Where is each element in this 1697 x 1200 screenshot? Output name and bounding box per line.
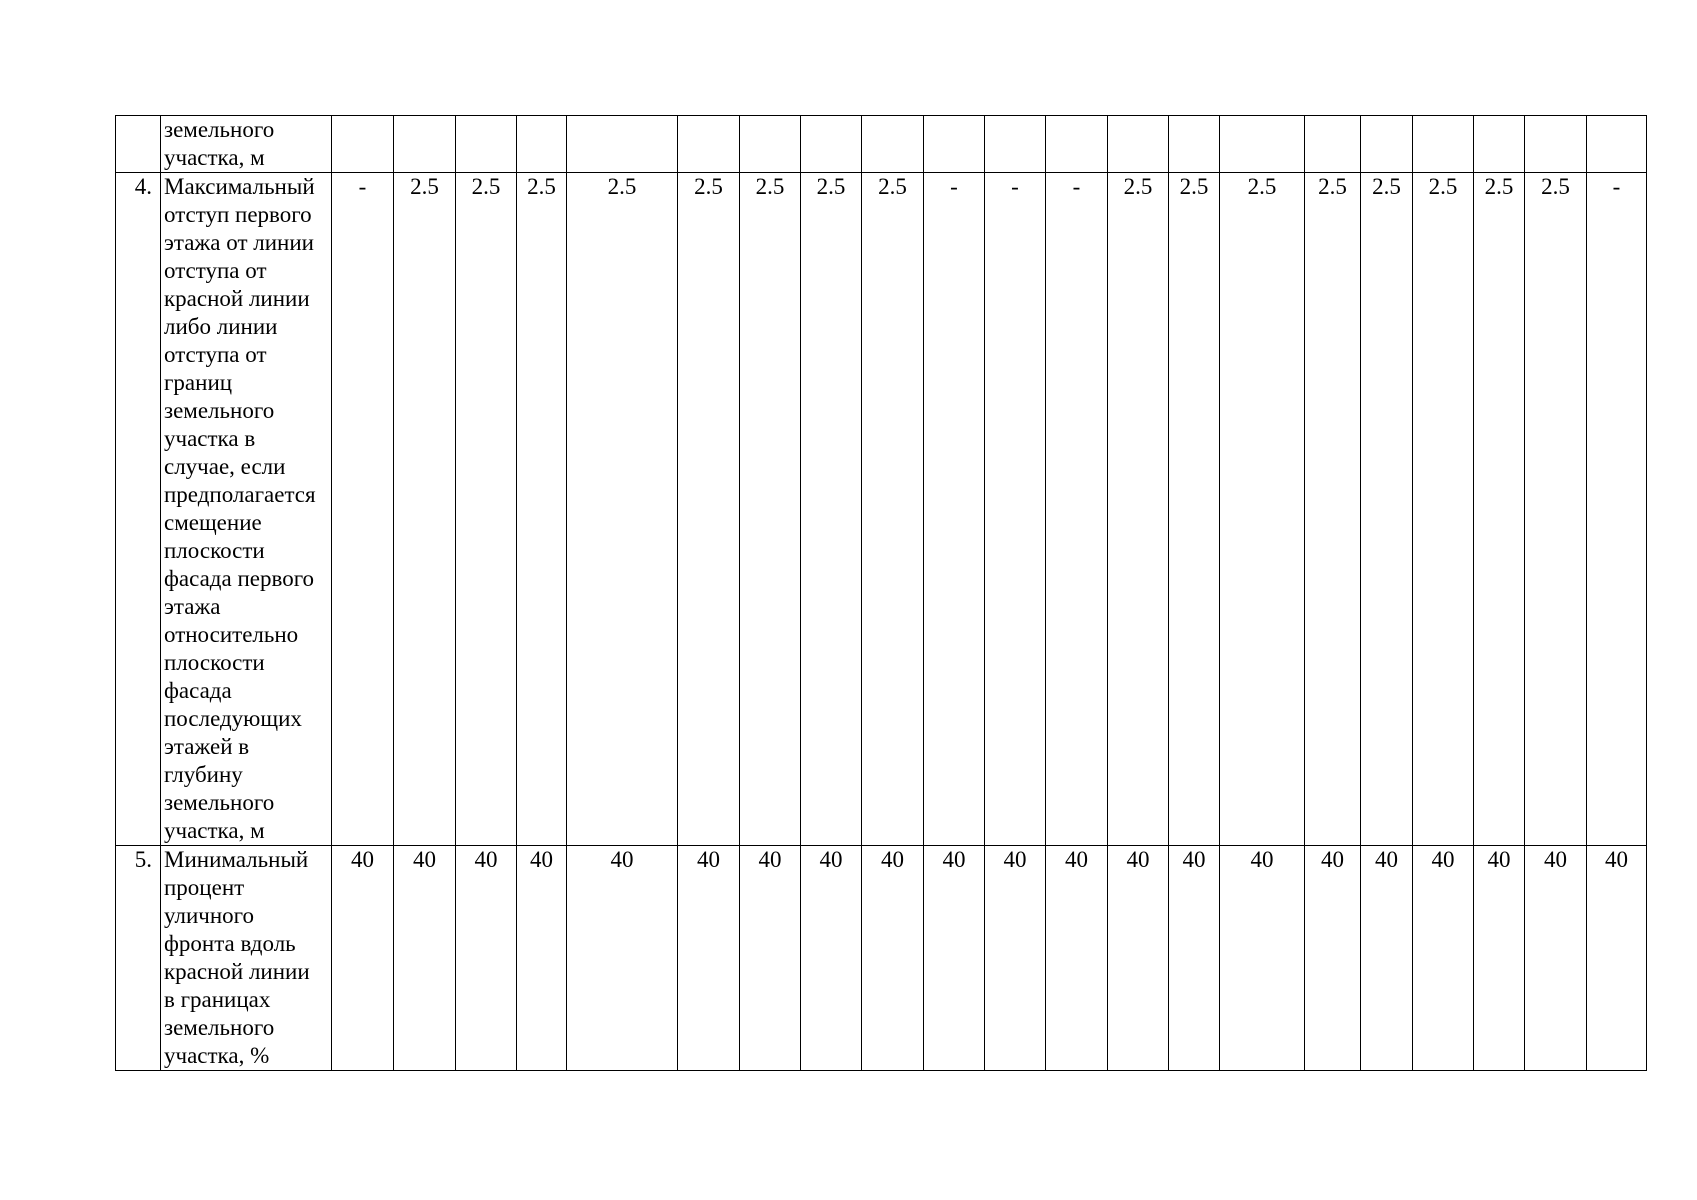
row-label-cell: Максимальный отступ первого этажа от линии отступа от красной линии либо линии отступа от границ земельного участка в случае, если предполагается смещение плоскости фасада первого этажа относительно плоскости фасада последующих этажей в глубину земельного участка, м — [161, 173, 332, 846]
value-cell: 40 — [517, 846, 567, 1071]
value-cell: 2.5 — [1108, 173, 1169, 846]
value-cell: 40 — [740, 846, 801, 1071]
value-cell: 40 — [1046, 846, 1108, 1071]
value-cell: 2.5 — [1361, 173, 1413, 846]
value-cell: 40 — [332, 846, 394, 1071]
value-cell: 40 — [862, 846, 924, 1071]
table-body — [116, 116, 1647, 1071]
value-cell: 2.5 — [801, 173, 862, 846]
value-cell — [924, 116, 985, 173]
value-cell: 40 — [1413, 846, 1474, 1071]
table-row — [116, 846, 1647, 1071]
value-cell — [1413, 116, 1474, 173]
value-cell: 40 — [394, 846, 456, 1071]
value-cell: 40 — [456, 846, 517, 1071]
row-label-cell: земельного участка, м — [161, 116, 332, 173]
value-cell — [456, 116, 517, 173]
value-cell: 40 — [1220, 846, 1305, 1071]
value-cell: 40 — [1361, 846, 1413, 1071]
table-row — [116, 173, 1647, 846]
value-cell: - — [985, 173, 1046, 846]
value-cell: 2.5 — [567, 173, 678, 846]
value-cell: - — [924, 173, 985, 846]
value-cell — [678, 116, 740, 173]
value-cell: - — [1046, 173, 1108, 846]
value-cell: 40 — [985, 846, 1046, 1071]
value-cell — [1046, 116, 1108, 173]
value-cell: 2.5 — [456, 173, 517, 846]
value-cell — [567, 116, 678, 173]
value-cell: 40 — [801, 846, 862, 1071]
row-number-cell: 4. — [116, 173, 161, 846]
value-cell: 40 — [678, 846, 740, 1071]
value-cell: 40 — [1108, 846, 1169, 1071]
value-cell: 40 — [567, 846, 678, 1071]
value-cell — [332, 116, 394, 173]
value-cell: - — [1587, 173, 1647, 846]
value-cell — [1169, 116, 1220, 173]
value-cell — [1587, 116, 1647, 173]
value-cell — [1525, 116, 1587, 173]
value-cell: 2.5 — [517, 173, 567, 846]
value-cell: 2.5 — [862, 173, 924, 846]
value-cell: 2.5 — [1169, 173, 1220, 846]
value-cell: 2.5 — [1413, 173, 1474, 846]
value-cell: 40 — [1169, 846, 1220, 1071]
value-cell: - — [332, 173, 394, 846]
value-cell: 40 — [1525, 846, 1587, 1071]
table-row — [116, 116, 1647, 173]
value-cell: 40 — [1587, 846, 1647, 1071]
regulation-table — [115, 115, 1647, 1071]
value-cell — [862, 116, 924, 173]
value-cell — [394, 116, 456, 173]
value-cell: 2.5 — [394, 173, 456, 846]
value-cell: 2.5 — [1474, 173, 1525, 846]
value-cell — [740, 116, 801, 173]
value-cell: 40 — [924, 846, 985, 1071]
value-cell — [1305, 116, 1361, 173]
value-cell — [1108, 116, 1169, 173]
value-cell — [985, 116, 1046, 173]
value-cell: 2.5 — [678, 173, 740, 846]
value-cell: 2.5 — [1525, 173, 1587, 846]
value-cell — [1474, 116, 1525, 173]
value-cell — [517, 116, 567, 173]
row-number-cell: 5. — [116, 846, 161, 1071]
value-cell: 40 — [1474, 846, 1525, 1071]
value-cell: 2.5 — [1220, 173, 1305, 846]
value-cell — [801, 116, 862, 173]
value-cell: 40 — [1305, 846, 1361, 1071]
value-cell: 2.5 — [1305, 173, 1361, 846]
row-label-cell: Минимальный процент уличного фронта вдоль красной линии в границах земельного участка, % — [161, 846, 332, 1071]
value-cell — [1361, 116, 1413, 173]
value-cell — [1220, 116, 1305, 173]
value-cell: 2.5 — [740, 173, 801, 846]
row-number-cell — [116, 116, 161, 173]
